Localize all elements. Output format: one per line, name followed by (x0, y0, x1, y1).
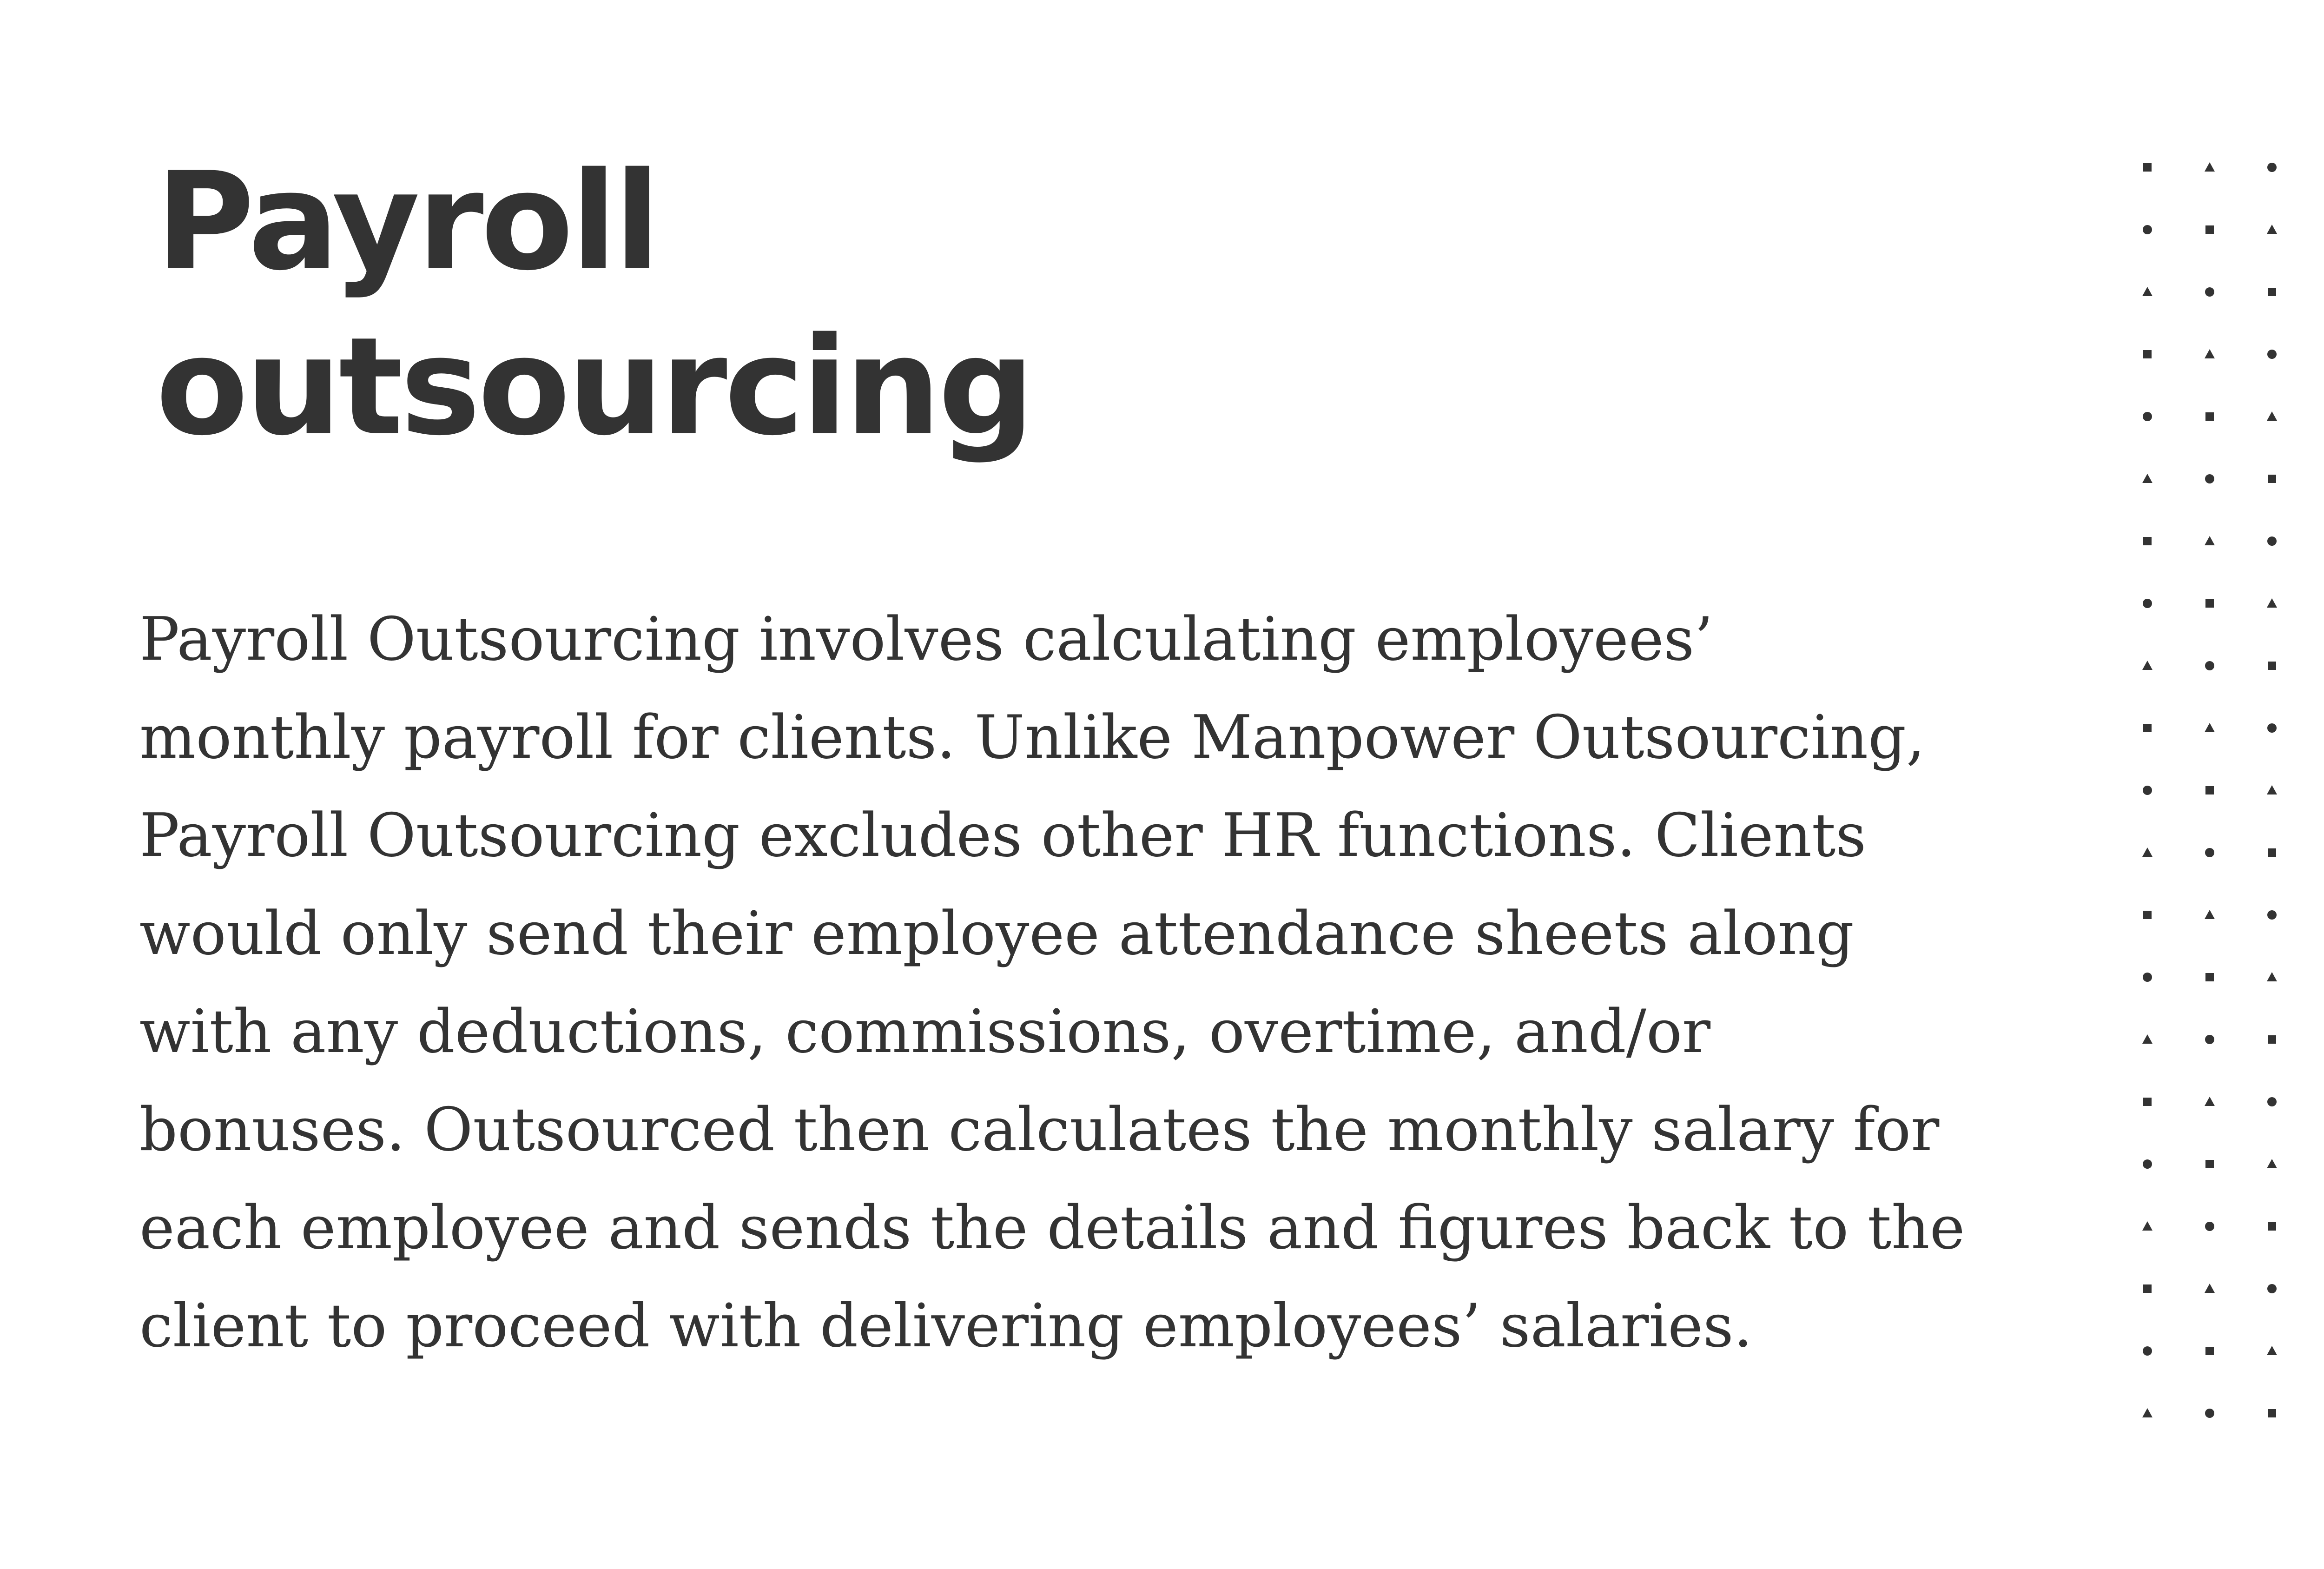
pattern-dot (2205, 848, 2214, 857)
pattern-triangle (2267, 785, 2277, 794)
pattern-triangle (2205, 349, 2215, 358)
pattern-square (2205, 599, 2214, 608)
description-line: Payroll Outsourcing excludes other HR functions. Clients (139, 801, 1866, 870)
pattern-dot (2143, 599, 2152, 608)
pattern-dot (2267, 723, 2277, 733)
pattern-square (2205, 786, 2214, 794)
pattern-square (2268, 1035, 2276, 1044)
pattern-dot (2143, 1346, 2152, 1356)
pattern-dot (2205, 1409, 2214, 1418)
pattern-square (2205, 1347, 2214, 1355)
pattern-dot (2205, 1222, 2214, 1231)
pattern-square (2143, 1098, 2152, 1106)
decorative-dot-pattern (2138, 158, 2324, 1423)
pattern-dot (2143, 412, 2152, 421)
pattern-square (2268, 848, 2276, 857)
page-title (156, 139, 1032, 470)
description-paragraph (139, 590, 2092, 1375)
pattern-square (2205, 412, 2214, 421)
pattern-triangle (2205, 910, 2215, 919)
pattern-square (2268, 1222, 2276, 1231)
pattern-dot (2143, 225, 2152, 234)
pattern-dot (2267, 163, 2277, 172)
pattern-dot (2205, 474, 2214, 483)
description-line: with any deductions, commissions, overtime, and/or (139, 997, 1711, 1066)
description-line: bonuses. Outsourced then calculates the monthly salary for (139, 1095, 1940, 1165)
pattern-square (2268, 475, 2276, 483)
pattern-dot (2267, 910, 2277, 920)
pattern-dot (2267, 1097, 2277, 1106)
pattern-dot (2143, 786, 2152, 795)
pattern-triangle (2142, 1034, 2152, 1044)
pattern-dot (2267, 350, 2277, 359)
pattern-square (2143, 911, 2152, 919)
pattern-square (2205, 225, 2214, 234)
pattern-triangle (2142, 661, 2152, 670)
description-line: monthly payroll for clients. Unlike Manpower Outsourcing, (139, 703, 1925, 772)
pattern-triangle (2205, 1284, 2215, 1293)
pattern-dot (2143, 973, 2152, 982)
pattern-triangle (2267, 1159, 2277, 1168)
pattern-square (2143, 1284, 2152, 1293)
pattern-square (2143, 350, 2152, 358)
pattern-triangle (2205, 723, 2215, 732)
pattern-triangle (2142, 474, 2152, 483)
description-line: Payroll Outsourcing involves calculating employees’ (139, 605, 1713, 674)
description-line: client to proceed with delivering employees’ salaries. (139, 1291, 1753, 1361)
title-line-2: outsourcing (156, 309, 1032, 465)
pattern-square (2268, 1409, 2276, 1417)
pattern-triangle (2205, 1097, 2215, 1106)
pattern-triangle (2267, 225, 2277, 234)
pattern-square (2143, 163, 2152, 172)
pattern-triangle (2142, 1221, 2152, 1231)
pattern-dot (2267, 536, 2277, 546)
pattern-dot (2205, 1035, 2214, 1044)
pattern-square (2205, 1160, 2214, 1168)
pattern-dot (2205, 661, 2214, 670)
pattern-dot (2143, 1159, 2152, 1169)
pattern-triangle (2267, 598, 2277, 608)
pattern-triangle (2205, 162, 2215, 172)
pattern-triangle (2205, 536, 2215, 545)
pattern-square (2205, 973, 2214, 981)
pattern-square (2143, 537, 2152, 545)
description-line: would only send their employee attendance sheets along (139, 899, 1854, 968)
pattern-triangle (2142, 1408, 2152, 1417)
pattern-triangle (2142, 847, 2152, 857)
pattern-triangle (2142, 287, 2152, 296)
pattern-triangle (2267, 411, 2277, 421)
pattern-square (2268, 662, 2276, 670)
title-line-1: Payroll (156, 144, 658, 300)
pattern-triangle (2267, 972, 2277, 981)
pattern-dot (2267, 1284, 2277, 1293)
pattern-dot (2205, 287, 2214, 297)
pattern-square (2268, 288, 2276, 296)
description-line: each employee and sends the details and figures back to the (139, 1193, 1965, 1263)
pattern-triangle (2267, 1346, 2277, 1355)
pattern-square (2143, 724, 2152, 732)
